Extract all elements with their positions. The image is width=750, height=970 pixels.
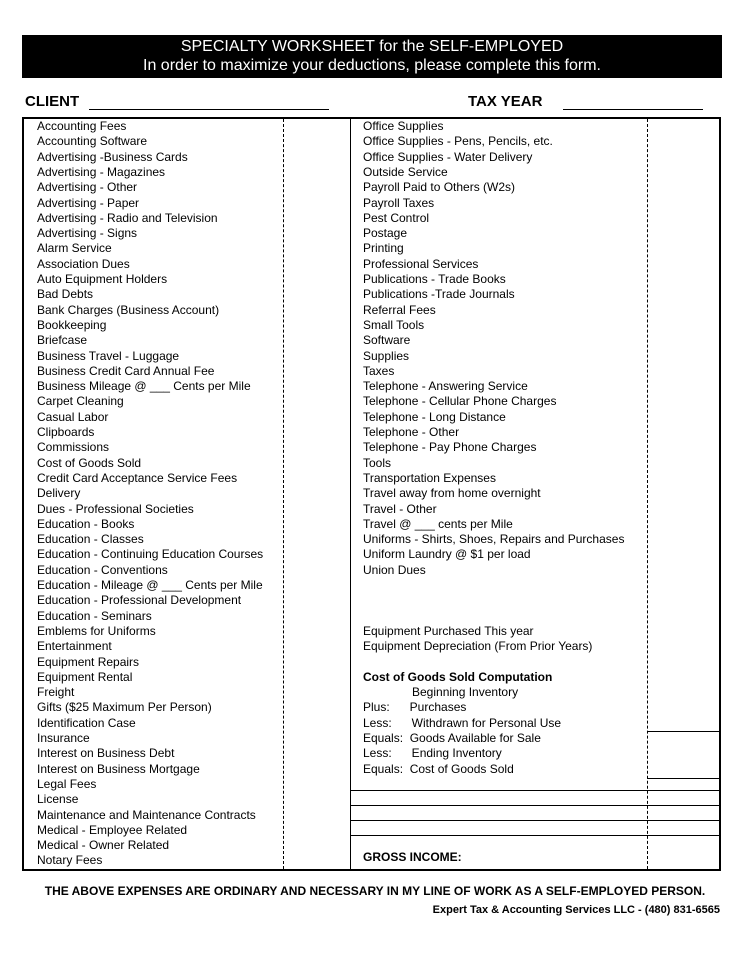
right-expense-row[interactable] [350, 211, 721, 226]
gross-income-row [363, 850, 462, 865]
right-expense-label: Beginning Inventory [412, 685, 519, 700]
right-expense-label: Taxes [363, 363, 395, 378]
left-expense-label: Bank Charges (Business Account) [37, 302, 220, 317]
left-expense-label: Advertising - Paper [37, 195, 140, 210]
left-expense-label: Education - Professional Development [37, 593, 242, 608]
right-expense-row[interactable] [350, 731, 721, 746]
client-field[interactable] [25, 93, 329, 110]
right-expense-label: Telephone - Long Distance [363, 409, 506, 424]
right-expense-row[interactable] [350, 517, 721, 532]
right-expense-label: Cost of Goods Sold Computation [363, 669, 553, 684]
left-expense-label: Education - Continuing Education Courses [37, 547, 264, 562]
right-expense-row[interactable] [350, 425, 721, 440]
left-expense-row[interactable] [24, 333, 350, 348]
left-expense-label: Gifts ($25 Maximum Per Person) [37, 700, 212, 715]
right-expense-row[interactable] [350, 456, 721, 471]
left-expense-label: Identification Case [37, 715, 136, 730]
right-expense-label: Uniforms - Shirts, Shoes, Repairs and Purchases [363, 532, 625, 547]
right-blank-line-4 [350, 835, 721, 836]
right-blank-line-2 [350, 805, 721, 806]
right-expense-row[interactable] [350, 318, 721, 333]
right-expense-label: Outside Service [363, 164, 448, 179]
right-expense-row[interactable] [350, 333, 721, 348]
expense-grid [22, 117, 721, 871]
left-expense-label: Carpet Cleaning [37, 394, 124, 409]
footer-company: Expert Tax & Accounting Services LLC - (480) 831-6565 [432, 904, 720, 916]
left-expense-row[interactable] [24, 287, 350, 302]
left-expense-label: Emblems for Uniforms [37, 623, 156, 638]
right-expense-label: Telephone - Other [363, 425, 460, 439]
left-expense-row[interactable] [24, 593, 350, 608]
left-expense-row[interactable] [24, 440, 350, 455]
left-expense-row[interactable] [24, 639, 350, 654]
right-expense-row[interactable] [350, 762, 721, 777]
left-expense-row[interactable] [24, 318, 350, 333]
left-expense-row[interactable] [24, 272, 350, 287]
left-expense-label: Entertainment [37, 639, 112, 654]
left-expense-label: Advertising - Radio and Television [37, 210, 218, 225]
right-blank-line-3 [350, 820, 721, 821]
left-expense-row[interactable] [24, 134, 350, 149]
right-expense-label: Professional Services [363, 256, 479, 271]
right-expense-row[interactable] [350, 593, 721, 608]
right-expense-row[interactable] [350, 410, 721, 425]
right-expense-row[interactable] [350, 563, 721, 578]
left-expense-row[interactable] [24, 655, 350, 670]
right-expense-row[interactable] [350, 700, 721, 715]
left-expense-label: Education - Mileage @ ___ Cents per Mile [37, 578, 263, 592]
left-expense-row[interactable] [24, 303, 350, 318]
right-expense-row[interactable] [350, 685, 721, 700]
right-expense-label: Travel @ ___ cents per Mile [363, 516, 513, 531]
right-expense-row[interactable] [350, 119, 721, 134]
right-expense-label: Uniform Laundry @ $1 per load [363, 547, 531, 562]
right-expense-row[interactable] [350, 746, 721, 761]
left-expense-label: Advertising - Other [37, 180, 138, 195]
left-expense-row[interactable] [24, 777, 350, 792]
left-expense-label: Bookkeeping [37, 317, 107, 332]
right-expense-row[interactable] [350, 609, 721, 624]
left-expense-row[interactable] [24, 700, 350, 715]
right-expense-label: Less: Ending Inventory [363, 746, 502, 761]
right-expense-row[interactable] [350, 180, 721, 195]
left-expense-label: Maintenance and Maintenance Contracts [37, 807, 256, 822]
left-expense-label: Commissions [37, 440, 110, 455]
right-expense-label: Payroll Taxes [363, 195, 435, 210]
left-expense-label: Business Travel - Luggage [37, 348, 180, 363]
left-expense-row[interactable] [24, 792, 350, 807]
right-expense-label: Referral Fees [363, 302, 436, 317]
left-expense-label: License [37, 792, 79, 807]
left-expense-label: Freight [37, 685, 75, 700]
left-expense-label: Alarm Service [37, 241, 112, 256]
right-expense-label: Payroll Paid to Others (W2s) [363, 180, 516, 195]
left-expense-label: Delivery [37, 486, 81, 501]
left-expense-row[interactable] [24, 547, 350, 562]
right-expense-row[interactable] [350, 639, 721, 654]
footer-statement: THE ABOVE EXPENSES ARE ORDINARY AND NECESSARY IN MY LINE OF WORK AS A SELF-EMPLOYED PERSON. [44, 884, 706, 898]
left-expense-label: Advertising -Business Cards [37, 149, 188, 164]
right-expense-label: Supplies [363, 348, 410, 363]
right-expense-row[interactable] [350, 349, 721, 364]
right-expense-label: Less: Withdrawn for Personal Use [363, 715, 562, 730]
left-expense-label: Insurance [37, 731, 90, 745]
title-line-1: SPECIALTY WORKSHEET for the SELF-EMPLOYED [180, 38, 564, 55]
left-expense-row[interactable] [24, 211, 350, 226]
client-input-line[interactable] [89, 109, 329, 110]
left-expense-row[interactable] [24, 349, 350, 364]
gross-income-label: GROSS INCOME: [363, 850, 462, 864]
left-expense-row[interactable] [24, 609, 350, 624]
right-expense-row[interactable] [350, 379, 721, 394]
right-expense-label: Postage [363, 226, 408, 241]
left-expense-label: Credit Card Acceptance Service Fees [37, 470, 238, 485]
right-expense-row[interactable] [350, 272, 721, 287]
left-expense-row[interactable] [24, 257, 350, 272]
left-expense-row[interactable] [24, 716, 350, 731]
tax-year-input-line[interactable] [563, 109, 703, 110]
left-expense-label: Cost of Goods Sold [37, 455, 142, 470]
right-expense-row[interactable] [350, 655, 721, 670]
left-expense-label: Interest on Business Debt [37, 746, 175, 761]
right-expense-label: Union Dues [363, 562, 426, 577]
left-expense-row[interactable] [24, 425, 350, 440]
right-expense-label: Equals: Cost of Goods Sold [363, 761, 514, 776]
left-expense-row[interactable] [24, 578, 350, 593]
right-expense-row[interactable] [350, 196, 721, 211]
left-expense-label: Medical - Employee Related [37, 822, 188, 837]
right-expense-label: Software [363, 333, 411, 348]
left-expense-row[interactable] [24, 364, 350, 379]
right-expense-label: Plus: Purchases [363, 700, 467, 715]
right-expense-label: Travel - Other [363, 501, 437, 516]
left-expense-row[interactable] [24, 165, 350, 180]
left-expense-row[interactable] [24, 853, 350, 868]
right-expense-label: Travel away from home overnight [363, 486, 541, 501]
left-expense-label: Equipment Rental [37, 669, 133, 684]
left-expense-label: Notary Fees [37, 853, 103, 868]
left-expense-label: Interest on Business Mortgage [37, 761, 200, 776]
left-expense-label: Business Credit Card Annual Fee [37, 363, 215, 378]
left-expense-row[interactable] [24, 486, 350, 501]
left-expense-label: Advertising - Signs [37, 226, 138, 241]
title-banner [22, 35, 722, 78]
right-expense-label: Equipment Purchased This year [363, 623, 534, 638]
right-expense-label: Equipment Depreciation (From Prior Years) [363, 639, 593, 654]
left-expense-row[interactable] [24, 502, 350, 517]
left-expense-label: Business Mileage @ ___ Cents per Mile [37, 379, 251, 394]
left-expense-row[interactable] [24, 563, 350, 578]
left-expense-row[interactable] [24, 517, 350, 532]
right-expense-label: Office Supplies - Pens, Pencils, etc. [363, 134, 553, 149]
right-expense-row[interactable] [350, 226, 721, 241]
left-expense-label: Equipment Repairs [37, 654, 140, 669]
left-expense-row[interactable] [24, 241, 350, 256]
left-expense-label: Bad Debts [37, 287, 94, 302]
right-expense-row[interactable] [350, 486, 721, 501]
left-expense-label: Briefcase [37, 333, 88, 348]
right-expense-row[interactable] [350, 287, 721, 302]
left-expense-row[interactable] [24, 226, 350, 241]
left-expense-label: Accounting Fees [37, 119, 127, 133]
left-expense-row[interactable] [24, 746, 350, 761]
right-expense-row[interactable] [350, 547, 721, 562]
left-expense-row[interactable] [24, 762, 350, 777]
left-expense-label: Education - Classes [37, 532, 144, 547]
right-expense-row[interactable] [350, 165, 721, 180]
tax-year-field[interactable] [468, 93, 703, 110]
right-expense-row[interactable] [350, 502, 721, 517]
right-blank-line-1 [350, 790, 721, 791]
right-expense-label: Printing [363, 241, 404, 256]
left-expense-label: Association Dues [37, 256, 130, 271]
left-expense-row[interactable] [24, 150, 350, 165]
left-expense-row[interactable] [24, 119, 350, 134]
left-expense-label: Advertising - Magazines [37, 164, 166, 179]
left-expense-row[interactable] [24, 410, 350, 425]
left-expense-row[interactable] [24, 532, 350, 547]
client-label: CLIENT [25, 93, 80, 110]
left-expense-row[interactable] [24, 456, 350, 471]
right-expense-row[interactable] [350, 532, 721, 547]
left-expense-row[interactable] [24, 808, 350, 823]
left-expense-row[interactable] [24, 180, 350, 195]
left-expense-row[interactable] [24, 685, 350, 700]
right-expense-row[interactable] [350, 471, 721, 486]
left-expense-label: Education - Books [37, 516, 135, 531]
right-expense-row[interactable] [350, 134, 721, 149]
right-expense-label: Equals: Goods Available for Sale [363, 731, 541, 745]
left-expense-row[interactable] [24, 624, 350, 639]
right-expense-row[interactable] [350, 303, 721, 318]
left-expense-label: Medical - Owner Related [37, 838, 170, 853]
right-expense-row[interactable] [350, 578, 721, 593]
left-expense-label: Auto Equipment Holders [37, 272, 168, 286]
right-expense-label: Transportation Expenses [363, 470, 496, 485]
left-expense-row[interactable] [24, 471, 350, 486]
right-expense-label: Publications -Trade Journals [363, 287, 515, 302]
left-expense-label: Legal Fees [37, 776, 97, 791]
left-expense-label: Accounting Software [37, 134, 148, 149]
right-expense-label: Tools [363, 455, 392, 470]
right-expense-row[interactable] [350, 394, 721, 409]
right-expense-label: Telephone - Cellular Phone Charges [363, 394, 557, 409]
right-expense-label: Pest Control [363, 210, 430, 225]
left-expense-label: Education - Conventions [37, 562, 168, 577]
right-expense-row[interactable] [350, 150, 721, 165]
left-expense-row[interactable] [24, 731, 350, 746]
left-expense-label: Education - Seminars [37, 608, 152, 623]
right-expense-label: Telephone - Pay Phone Charges [363, 440, 537, 455]
tax-year-label: TAX YEAR [468, 93, 543, 110]
cogs-total-line-1 [647, 731, 721, 732]
right-expense-label: Office Supplies - Water Delivery [363, 149, 533, 164]
left-expense-row[interactable] [24, 394, 350, 409]
right-expense-row[interactable] [350, 241, 721, 256]
left-expense-row[interactable] [24, 670, 350, 685]
left-expense-row[interactable] [24, 196, 350, 211]
left-expense-label: Clipboards [37, 425, 95, 439]
right-expense-label: Office Supplies [363, 119, 444, 133]
left-expense-label: Dues - Professional Societies [37, 501, 194, 516]
right-expense-row[interactable] [350, 364, 721, 379]
right-expense-row[interactable] [350, 440, 721, 455]
title-line-2: In order to maximize your deductions, please complete this form. [143, 57, 601, 74]
right-expense-label: Small Tools [363, 317, 425, 332]
left-expense-row[interactable] [24, 823, 350, 838]
right-expense-label: Telephone - Answering Service [363, 379, 528, 394]
left-expense-label: Casual Labor [37, 409, 109, 424]
right-expense-row[interactable] [350, 624, 721, 639]
right-expense-row[interactable] [350, 716, 721, 731]
right-expense-label: Publications - Trade Books [363, 272, 506, 286]
right-expense-row[interactable] [350, 257, 721, 272]
left-expense-row[interactable] [24, 379, 350, 394]
cogs-total-line-2 [647, 778, 721, 779]
right-expense-row[interactable] [350, 670, 721, 685]
left-expense-row[interactable] [24, 838, 350, 853]
